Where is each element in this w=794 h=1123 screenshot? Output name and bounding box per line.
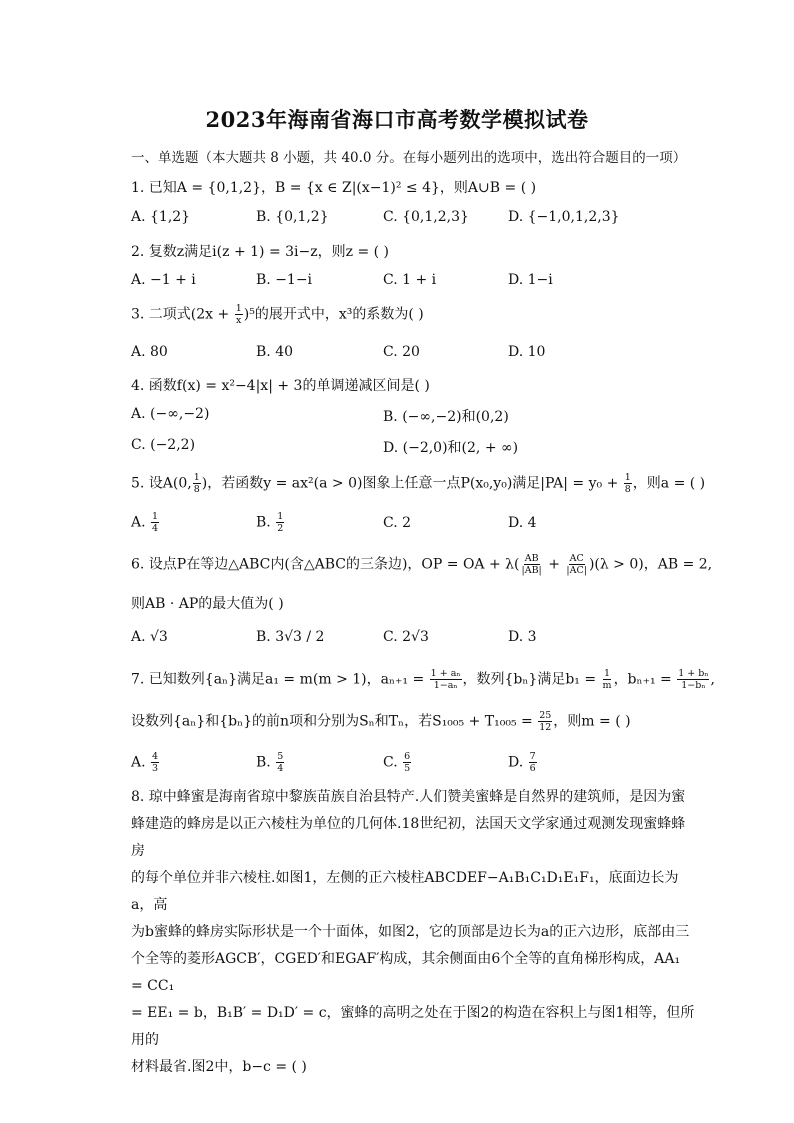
q7-option-a	[131, 751, 160, 774]
q6-fraction-2	[565, 553, 588, 576]
frac-den: |AC|	[566, 565, 587, 576]
option-letter: A.	[131, 754, 151, 771]
q1-option-b: B. {0,1,2}	[256, 209, 329, 225]
q8-line: 为b蜜蜂的蜂房实际形状是一个十面体，如图2，它的顶部是边长为a的正六边形，底部由三	[131, 924, 690, 940]
frac-den: |AB|	[521, 565, 542, 576]
frac-den: 2	[277, 523, 284, 534]
q7-fraction-3	[677, 668, 709, 691]
q3-option-a: A. 80	[131, 344, 168, 360]
q8-line: 个全等的菱形AGCB′，CGED′和EGAF′构成，其余侧面由6个全等的直角梯形构成，AA₁ = CC₁	[131, 951, 681, 994]
q6-fraction	[521, 553, 543, 576]
q8-line: 的每个单位并非六棱柱.如图1，左侧的正六棱柱ABCDEF−A₁B₁C₁D₁E₁F₁，底面边长为a，高	[131, 870, 679, 913]
q7-option-b	[256, 751, 285, 774]
question-4-stem: 4. 函数f(x) = x²−4|x| + 3的单调递减区间是( )	[131, 378, 430, 394]
q6-stem-part: 6. 设点P在等边△ABC内(含△ABC的三条边)，OP = OA + λ(	[131, 556, 520, 573]
option-fraction	[151, 751, 159, 774]
frac-den: 8	[624, 484, 631, 495]
q4-option-d: D. (−2,0)和(2, + ∞)	[383, 440, 519, 456]
question-7-stem	[131, 668, 715, 691]
frac-den: x	[236, 315, 242, 326]
q5-option-a	[131, 511, 160, 534]
q6-option-a: A. √3	[131, 629, 168, 645]
q2-option-d: D. 1−i	[508, 272, 553, 288]
frac-num: 1	[235, 303, 242, 314]
question-7-stem-2	[131, 710, 631, 733]
q6-option-c: C. 2√3	[383, 629, 429, 645]
question-3-stem	[131, 303, 424, 326]
option-fraction	[276, 511, 284, 534]
frac-num: AB	[524, 553, 539, 564]
frac-num: 7	[529, 751, 536, 762]
q2-option-b: B. −1−i	[256, 272, 313, 288]
q3-stem-part: 3. 二项式(2x +	[131, 306, 234, 323]
q7-stem-part: ，则m = ( )	[553, 713, 631, 730]
q3-stem-part: )⁵的展开式中，x³的系数为( )	[243, 306, 424, 323]
option-letter: B.	[256, 514, 276, 531]
q1-option-d: D. {−1,0,1,2,3}	[508, 209, 620, 225]
q6-stem-part: )(λ > 0)，AB = 2,	[588, 556, 713, 573]
q4-option-a: A. (−∞,−2)	[131, 406, 210, 422]
frac-num: 6	[404, 751, 411, 762]
q7-stem-part: 7. 已知数列{aₙ}满足a₁ = m(m > 1)，aₙ₊₁ =	[131, 671, 429, 688]
q2-option-c: C. 1 + i	[383, 272, 437, 288]
q5-stem-part: ，则a = ( )	[632, 475, 706, 492]
q5-option-d: D. 4	[508, 515, 537, 531]
option-fraction	[276, 751, 284, 774]
option-fraction	[529, 751, 537, 774]
frac-den: 3	[152, 763, 159, 774]
q5-fraction	[193, 472, 201, 495]
frac-num: 25	[539, 710, 552, 721]
frac-num: 1	[604, 668, 611, 679]
q7-option-d	[508, 751, 538, 774]
question-2-stem: 2. 复数z满足i(z + 1) = 3i−z，则z = ( )	[131, 244, 390, 260]
q1-option-c: C. {0,1,2,3}	[383, 209, 469, 225]
question-6-stem-2: 则AB · AP的最大值为( )	[131, 596, 284, 612]
q5-fraction-2	[624, 472, 632, 495]
q4-option-b: B. (−∞,−2)和(0,2)	[383, 409, 509, 425]
frac-num: 1	[277, 511, 284, 522]
q7-stem-part: ，bₙ₊₁ =	[613, 671, 677, 688]
q3-option-b: B. 40	[256, 344, 294, 360]
q3-option-c: C. 20	[383, 344, 420, 360]
q7-option-c	[383, 751, 412, 774]
option-letter: D.	[508, 754, 528, 771]
q3-fraction	[235, 303, 243, 326]
page-title: 2023年海南省海口市高考数学模拟试卷	[205, 107, 589, 132]
frac-num: 1 + aₙ	[430, 668, 461, 679]
q3-option-d: D. 10	[508, 344, 546, 360]
option-fraction	[151, 511, 159, 534]
q7-fraction-2	[602, 668, 613, 691]
frac-den: 4	[277, 763, 284, 774]
frac-num: 1 + bₙ	[678, 668, 709, 679]
option-letter: A.	[131, 514, 151, 531]
q8-line: 蜂建造的蜂房是以正六棱柱为单位的几何体.18世纪初，法国天文学家通过观测发现蜜蜂蜂房	[131, 816, 686, 859]
frac-den: 6	[529, 763, 536, 774]
frac-num: 4	[152, 751, 159, 762]
frac-den: 5	[404, 763, 411, 774]
q5-stem-part: )，若函数y = ax²(a > 0)图象上任意一点P(x₀,y₀)满足|PA| = y₀ +	[201, 475, 623, 492]
frac-num: 1	[193, 472, 200, 483]
option-letter: C.	[383, 754, 403, 771]
question-6-stem	[131, 553, 712, 576]
frac-num: 1	[152, 511, 159, 522]
q8-line: 8. 琼中蜂蜜是海南省琼中黎族苗族自治县特产.人们赞美蜜蜂是自然界的建筑师，是因为蜜	[131, 789, 686, 805]
q7-fraction	[430, 668, 462, 691]
frac-den: 8	[193, 484, 200, 495]
question-5-stem	[131, 472, 705, 495]
frac-den: 12	[539, 722, 552, 733]
q1-option-a: A. {1,2}	[131, 209, 191, 225]
question-8-text	[131, 784, 696, 1081]
section-heading: 一、单选题（本大题共 8 小题，共 40.0 分。在每小题列出的选项中，选出符合题目的一项）	[131, 150, 687, 166]
q7-stem-part: ,	[710, 671, 715, 688]
frac-num: AC	[569, 553, 584, 564]
q8-line: 材料最省.图2中，b−c = ( )	[131, 1059, 307, 1075]
q6-option-d: D. 3	[508, 629, 537, 645]
frac-den: 4	[152, 523, 159, 534]
frac-den: 1−aₙ	[433, 680, 458, 691]
frac-den: m	[602, 680, 612, 691]
q5-stem-part: 5. 设A(0,	[131, 475, 192, 492]
q6-option-b: B. 3√3 / 2	[256, 629, 325, 645]
q7-fraction-4	[538, 710, 552, 733]
q2-option-a: A. −1 + i	[131, 272, 196, 288]
frac-den: 1−bₙ	[681, 680, 706, 691]
frac-num: 5	[277, 751, 284, 762]
q4-option-c: C. (−2,2)	[131, 437, 196, 453]
question-1-stem: 1. 已知A = {0,1,2}，B = {x ∈ Z|(x−1)² ≤ 4}，则A∪B = ( )	[131, 180, 537, 196]
option-fraction	[403, 751, 411, 774]
q6-stem-part: +	[543, 556, 565, 573]
q7-stem-part: 设数列{aₙ}和{bₙ}的前n项和分别为Sₙ和Tₙ，若S₁₀₀₅ + T₁₀₀₅ =	[131, 713, 538, 730]
frac-num: 1	[624, 472, 631, 483]
q7-stem-part: ，数列{bₙ}满足b₁ =	[462, 671, 601, 688]
q5-option-c: C. 2	[383, 515, 412, 531]
q8-line: = EE₁ = b，B₁B′ = D₁D′ = c，蜜蜂的高明之处在于图2的构造在容积上与图1相等，但所用的	[131, 1005, 695, 1048]
option-letter: B.	[256, 754, 276, 771]
q5-option-b	[256, 511, 285, 534]
